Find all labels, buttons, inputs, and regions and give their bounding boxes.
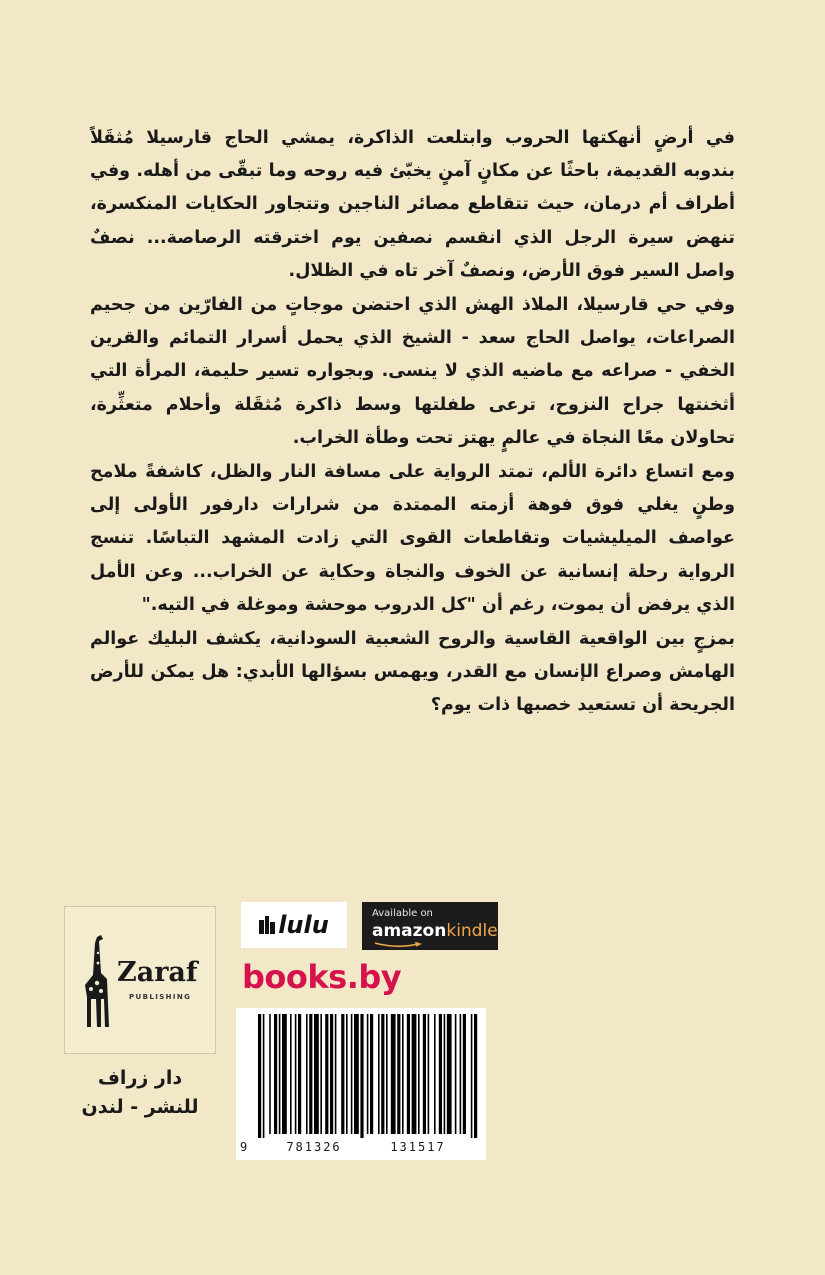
barcode-bar	[402, 1014, 404, 1134]
barcode-bars	[236, 1008, 486, 1138]
barcode-bar	[434, 1014, 436, 1134]
barcode-bar	[335, 1014, 337, 1134]
book-blurb	[90, 122, 735, 723]
barcode-bar	[428, 1014, 430, 1134]
zaraf-publishing-logo	[64, 906, 216, 1054]
isbn-right-digits: 131517	[390, 1140, 446, 1154]
isbn-left-digits: 781326	[286, 1140, 342, 1154]
blurb-paragraph-1: في أرضٍ أنهكتها الحروب وابتلعت الذاكرة، يمشي الحاج قارسيلا مُثقَلاً بندوبه القديمة، باحثًا عن مكانٍ آمنٍ يخبّئ فيه روحه وما تبقّى من أهله. وفي أطراف أم درمان، حيث تتقاطع مصائر الناجين وتتجاور الحكايات المنكسرة، تنهض سيرة الرجل الذي انقسم نصفين يوم اخترقته الرصاصة... نصفٌ واصل السير فوق الأرض، ونصفٌ آخر تاه في الظلال.	[90, 128, 735, 281]
barcode-bar	[474, 1014, 477, 1138]
barcode-bar	[325, 1014, 328, 1134]
blurb-paragraph-2: وفي حي قارسيلا، الملاذ الهش الذي احتضن موجاتٍ من الفارّين من جحيم الصراعات، يواصل الحاج سعد - الشيخ الذي يحمل أسرار التمائم والقرين الخفي - صراعه مع ماضيه الذي لا ينسى. وبجواره تسير حليمة، المرأة التي أثخنتها جراح النزوح، ترعى طفلتها وسط ذاكرة مُثقَلة وأحلام متعثِّرة، تحاولان معًا النجاة في عالمٍ يهتز تحت وطأة الخراب.	[90, 295, 735, 448]
barcode-bar	[391, 1014, 396, 1134]
barcode-bar	[397, 1014, 400, 1134]
barcode-bar	[351, 1014, 353, 1134]
lulu-logo-icon	[259, 916, 275, 934]
barcode-bar	[346, 1014, 348, 1134]
lulu-badge	[241, 902, 347, 948]
barcode-bar	[314, 1014, 319, 1134]
publisher-location-arabic: للنشر - لندن	[81, 1096, 199, 1118]
publisher-name-arabic: دار زراف	[97, 1067, 183, 1089]
barcode-bar	[263, 1014, 265, 1138]
blurb-paragraph-4: بمزجٍ بين الواقعية القاسية والروح الشعبية السودانية، يكشف البليك عوالم الهامش وصراع الإنسان مع القدر، ويهمس بسؤالها الأبدي: هل يمكن للأرض الجريحة أن تستعيد خصبها ذات يوم؟	[90, 629, 735, 716]
lulu-label: lulu	[278, 911, 329, 939]
booksby-logo: books.by	[242, 958, 402, 996]
barcode-bar	[306, 1014, 308, 1134]
barcode-bar	[418, 1014, 420, 1134]
barcode-bar	[360, 1014, 363, 1138]
barcode-bar	[320, 1014, 322, 1134]
barcode-bar	[269, 1014, 271, 1134]
barcode-bar	[386, 1014, 388, 1134]
barcode-bar	[282, 1014, 287, 1134]
barcode-bar	[354, 1014, 359, 1134]
barcode-bar	[274, 1014, 277, 1134]
barcode-bar	[455, 1014, 457, 1134]
publisher-arabic	[64, 1064, 216, 1122]
isbn-barcode	[236, 1008, 486, 1160]
barcode-bar	[258, 1014, 261, 1138]
barcode-bar	[341, 1014, 344, 1134]
amazon-available-label: Available on	[372, 908, 433, 919]
kindle-label: kindle	[446, 921, 498, 941]
blurb-paragraph-3: ومع اتساع دائرة الألم، تمتد الرواية على مسافة النار والظل، كاشفةً ملامح وطنٍ يغلي فوق فوهة أزمته الممتدة من شرارات دارفور الأولى إلى عواصف الميليشيات وتقاطعات القوى التي زادت المشهد التباسًا. تنسج الرواية رحلة إنسانية عن الخوف والنجاة وحكاية عن الخراب... وعن الأمل الذي يرفض أن يموت، رغم أن "كل الدروب موحشة وموغلة في التيه."	[90, 462, 735, 615]
amazon-kindle-label	[372, 921, 498, 941]
amazon-label: amazon	[372, 921, 447, 941]
barcode-bar	[290, 1014, 292, 1134]
barcode-bar	[309, 1014, 312, 1134]
amazon-kindle-badge	[362, 902, 498, 950]
barcode-bar	[471, 1014, 473, 1138]
barcode-bar	[439, 1014, 442, 1134]
barcode-bar	[378, 1014, 380, 1134]
barcode-bar	[381, 1014, 384, 1134]
barcode-bar	[460, 1014, 462, 1134]
barcode-bar	[330, 1014, 333, 1134]
barcode-bar	[423, 1014, 426, 1134]
giraffe-icon	[77, 933, 113, 1029]
zaraf-logo-name: Zaraf	[117, 957, 198, 988]
barcode-bar	[298, 1014, 301, 1134]
barcode-bar	[463, 1014, 466, 1134]
barcode-bar	[412, 1014, 417, 1134]
amazon-smile-icon	[374, 942, 424, 948]
barcode-bar	[370, 1014, 373, 1134]
isbn-lead-digit: 9	[240, 1140, 248, 1154]
barcode-bar	[279, 1014, 281, 1134]
barcode-bar	[295, 1014, 297, 1134]
barcode-bar	[447, 1014, 452, 1134]
zaraf-logo-subtitle: PUBLISHING	[129, 993, 192, 1001]
barcode-bar	[444, 1014, 446, 1134]
barcode-bar	[367, 1014, 369, 1134]
barcode-bar	[407, 1014, 410, 1134]
